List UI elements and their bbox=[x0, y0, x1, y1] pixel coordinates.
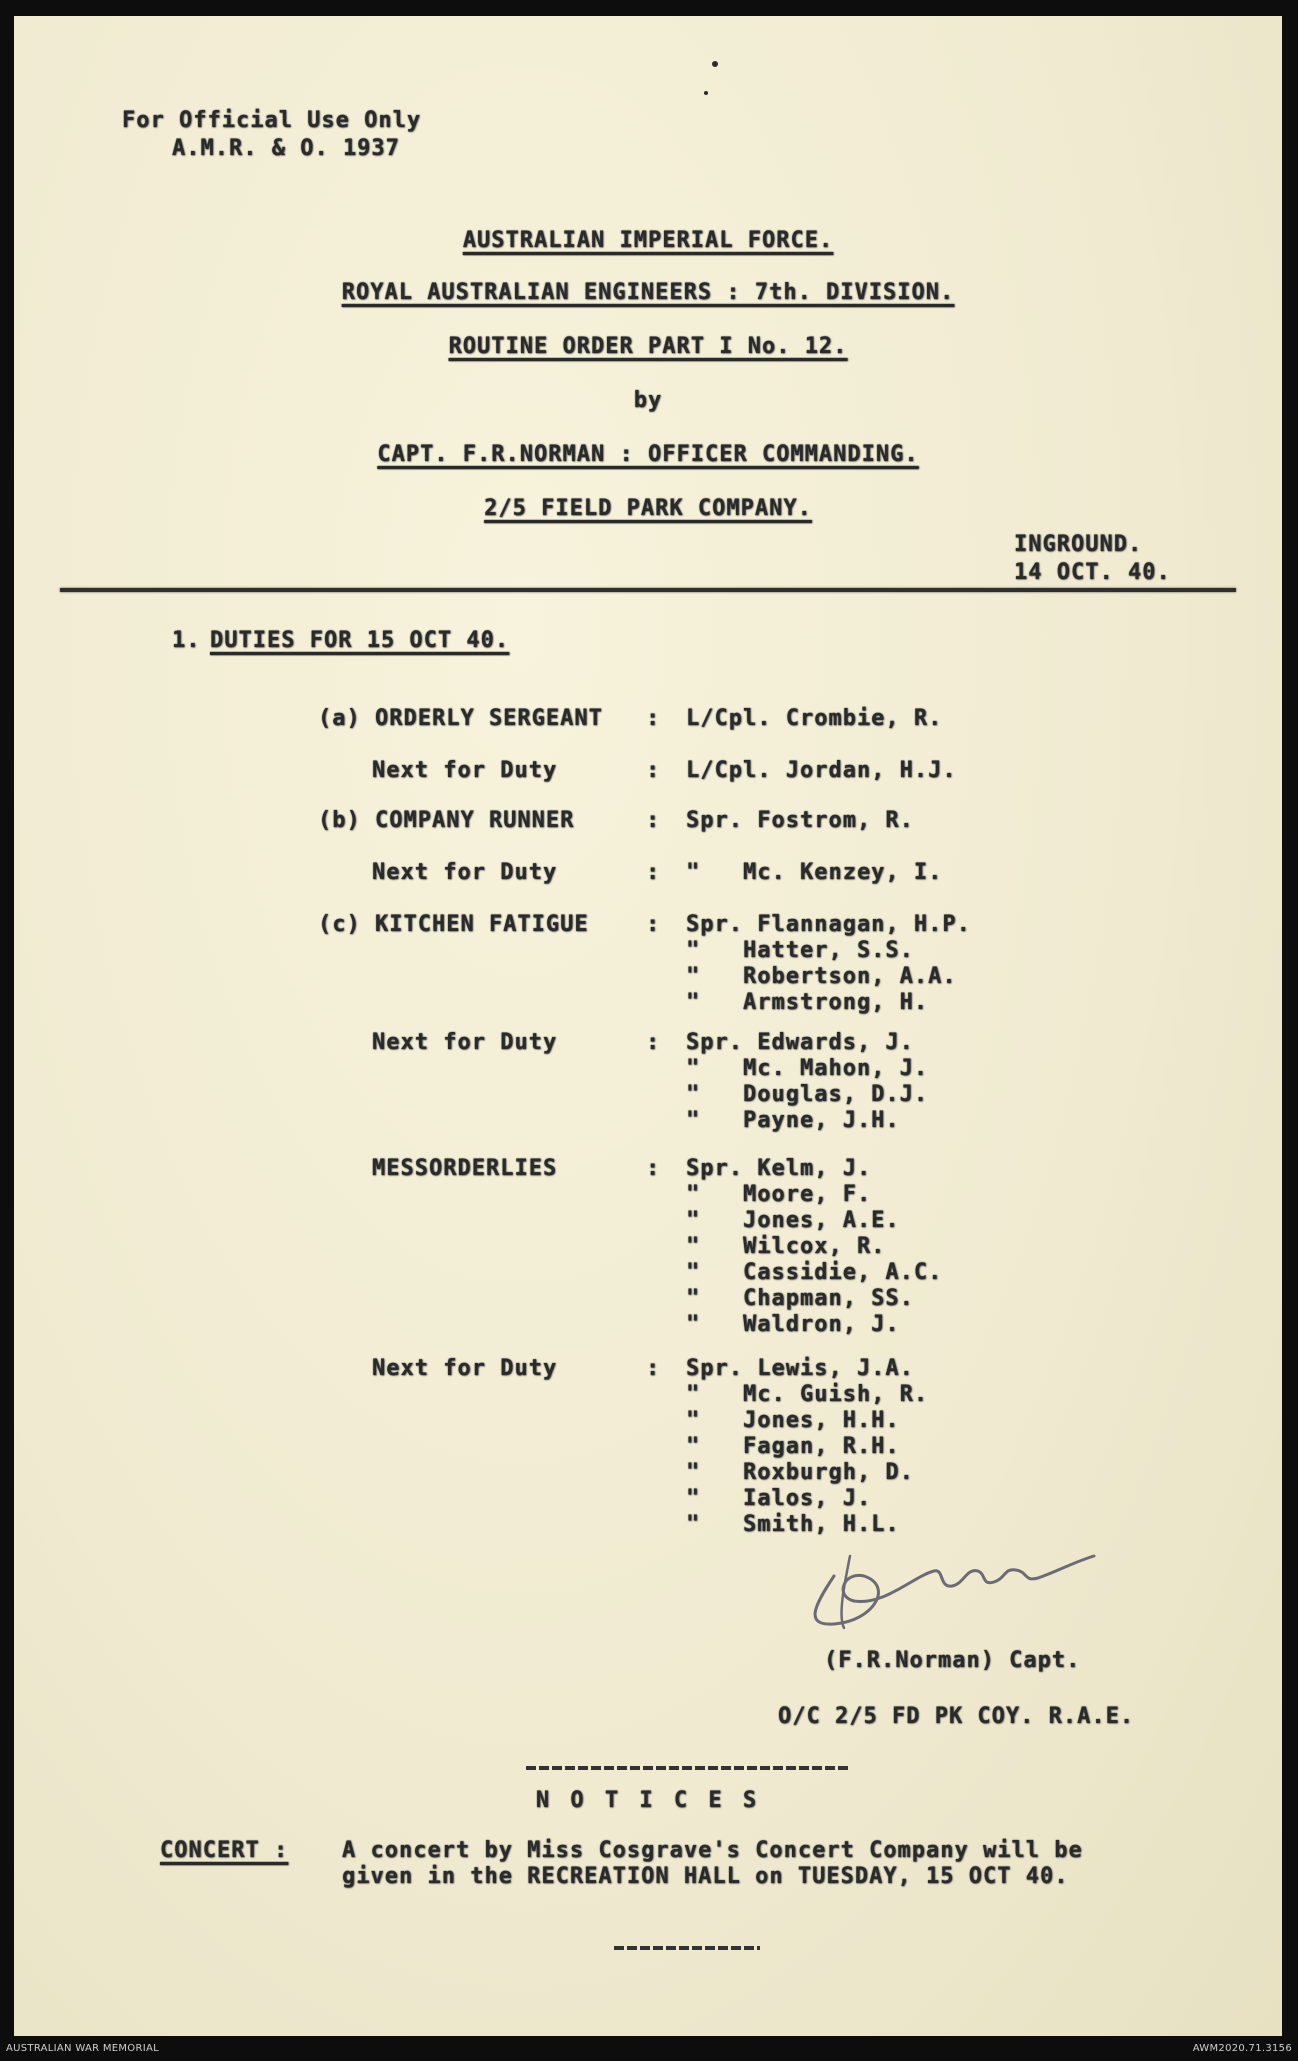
dateline-date: 14 OCT. 40. bbox=[1014, 560, 1171, 585]
duty-label: (a) ORDERLY SERGEANT bbox=[318, 706, 603, 731]
duty-name: " Jones, A.E. bbox=[686, 1208, 900, 1233]
document-sheet bbox=[14, 16, 1282, 2036]
duty-label: Next for Duty bbox=[372, 758, 558, 783]
signature-title: O/C 2/5 FD PK COY. R.A.E. bbox=[778, 1704, 1135, 1729]
duty-name: " Mc. Guish, R. bbox=[686, 1382, 929, 1407]
duty-name: Spr. Edwards, J. bbox=[686, 1030, 914, 1055]
title-force: AUSTRALIAN IMPERIAL FORCE. bbox=[462, 228, 834, 253]
separator-rule bbox=[60, 588, 1236, 592]
duty-separator: : bbox=[646, 860, 661, 885]
duty-separator: : bbox=[646, 758, 661, 783]
official-use-line: For Official Use Only bbox=[122, 108, 422, 133]
duty-name: " Payne, J.H. bbox=[686, 1108, 900, 1133]
duty-separator: : bbox=[646, 1156, 661, 1181]
title-company: 2/5 FIELD PARK COMPANY. bbox=[484, 496, 812, 521]
title-order: ROUTINE ORDER PART I No. 12. bbox=[448, 334, 848, 359]
duty-name: " Robertson, A.A. bbox=[686, 964, 957, 989]
duty-name: " Hatter, S.S. bbox=[686, 938, 914, 963]
duty-label: (b) COMPANY RUNNER bbox=[318, 808, 575, 833]
duty-separator: : bbox=[646, 808, 661, 833]
duty-name: " Waldron, J. bbox=[686, 1312, 900, 1337]
duty-name: " Moore, F. bbox=[686, 1182, 872, 1207]
duty-label: MESSORDERLIES bbox=[372, 1156, 558, 1181]
duty-name: " Douglas, D.J. bbox=[686, 1082, 929, 1107]
duty-name: " Armstrong, H. bbox=[686, 990, 929, 1015]
duty-name: L/Cpl. Crombie, R. bbox=[686, 706, 943, 731]
end-divider bbox=[614, 1946, 760, 1950]
duty-name: " Jones, H.H. bbox=[686, 1408, 900, 1433]
duty-name: " Fagan, R.H. bbox=[686, 1434, 900, 1459]
title-officer: CAPT. F.R.NORMAN : OFFICER COMMANDING. bbox=[377, 442, 919, 467]
duty-name: Spr. Flannagan, H.P. bbox=[686, 912, 971, 937]
section-heading: DUTIES FOR 15 OCT 40. bbox=[210, 628, 510, 653]
duty-name: " Mc. Kenzey, I. bbox=[686, 860, 943, 885]
punch-mark bbox=[712, 61, 718, 67]
duty-name: Spr. Kelm, J. bbox=[686, 1156, 872, 1181]
dateline-place: INGROUND. bbox=[1014, 532, 1143, 557]
duty-separator: : bbox=[646, 1030, 661, 1055]
duty-separator: : bbox=[646, 706, 661, 731]
duty-name: " Cassidie, A.C. bbox=[686, 1260, 943, 1285]
duty-label: Next for Duty bbox=[372, 860, 558, 885]
punch-mark bbox=[704, 91, 708, 95]
duty-separator: : bbox=[646, 912, 661, 937]
footer-credit: AUSTRALIAN WAR MEMORIAL bbox=[6, 2043, 159, 2054]
footer-reference: AWM2020.71.3156 bbox=[1192, 2043, 1292, 2054]
duty-label: (c) KITCHEN FATIGUE bbox=[318, 912, 589, 937]
section-number: 1. bbox=[172, 628, 201, 653]
signature-name: (F.R.Norman) Capt. bbox=[824, 1648, 1081, 1673]
notices-divider bbox=[526, 1766, 848, 1770]
duty-name: " Roxburgh, D. bbox=[686, 1460, 914, 1485]
notice-line-2: given in the RECREATION HALL on TUESDAY, 15 OCT 40. bbox=[342, 1864, 1069, 1889]
reference-line: A.M.R. & O. 1937 bbox=[172, 136, 400, 161]
notice-line-1: A concert by Miss Cosgrave's Concert Company will be bbox=[342, 1838, 1083, 1863]
duty-label: Next for Duty bbox=[372, 1030, 558, 1055]
duty-name: " Wilcox, R. bbox=[686, 1234, 886, 1259]
duty-name: " Smith, H.L. bbox=[686, 1512, 900, 1537]
duty-name: Spr. Fostrom, R. bbox=[686, 808, 914, 833]
duty-name: " Chapman, SS. bbox=[686, 1286, 914, 1311]
notices-heading: N O T I C E S bbox=[535, 1788, 761, 1813]
duty-name: " Ialos, J. bbox=[686, 1486, 872, 1511]
duty-label: Next for Duty bbox=[372, 1356, 558, 1381]
title-division: ROYAL AUSTRALIAN ENGINEERS : 7th. DIVISION. bbox=[341, 280, 955, 305]
notice-label: CONCERT : bbox=[160, 1838, 289, 1863]
duty-name: L/Cpl. Jordan, H.J. bbox=[686, 758, 957, 783]
duty-separator: : bbox=[646, 1356, 661, 1381]
title-by: by bbox=[633, 388, 663, 413]
duty-name: " Mc. Mahon, J. bbox=[686, 1056, 929, 1081]
duty-name: Spr. Lewis, J.A. bbox=[686, 1356, 914, 1381]
signature bbox=[794, 1516, 1114, 1646]
